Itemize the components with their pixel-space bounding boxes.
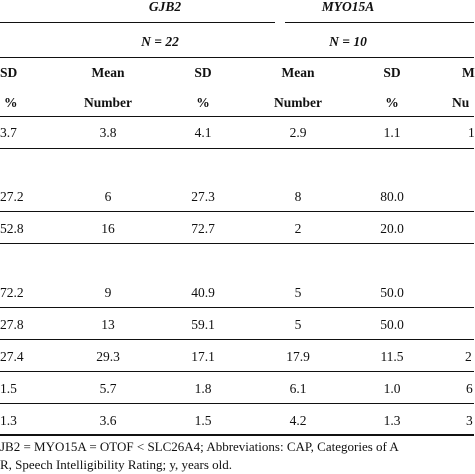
col-header-mean-2: Mean: [281, 65, 315, 80]
table-cell: 2: [294, 221, 302, 236]
col-header-mean-3: M: [462, 65, 475, 80]
col-header-sd-1: SD: [0, 65, 18, 80]
table-cell: 27.3: [191, 189, 215, 204]
row-divider: [0, 403, 474, 404]
section-divider: [0, 243, 474, 244]
table-cell: 1: [468, 125, 475, 140]
header-divider: [0, 57, 474, 58]
table-cell: 20.0: [380, 221, 404, 236]
column-header-divider: [0, 116, 474, 117]
table-cell: 50.0: [380, 317, 404, 332]
table-cell: 13: [101, 317, 115, 332]
table-footnote-line-1: JB2 = MYO15A = OTOF < SLC26A4; Abbreviations: CAP, Categories of A: [0, 439, 399, 454]
table-cell: 3.6: [99, 413, 117, 428]
table-cell: 2: [465, 349, 472, 364]
table-cell: 17.9: [286, 349, 310, 364]
row-divider: [0, 339, 474, 340]
table-cell: 29.3: [96, 349, 120, 364]
table-cell: 1.5: [0, 381, 17, 396]
col-header-sd-3: SD: [383, 65, 401, 80]
col-unit-number-3: Nu: [452, 95, 470, 110]
table-cell: 1.5: [194, 413, 212, 428]
table-cell: 1.0: [383, 381, 401, 396]
table-cell: 59.1: [191, 317, 215, 332]
table-cell: 1.8: [194, 381, 212, 396]
col-header-sd-2: SD: [194, 65, 212, 80]
row-divider: [0, 371, 474, 372]
table-cell: 5: [294, 317, 302, 332]
col-unit-percent-1: %: [4, 95, 18, 110]
table-cell: 6: [104, 189, 112, 204]
col-header-mean-1: Mean: [91, 65, 125, 80]
table-cell: 1.1: [383, 125, 401, 140]
table-cell: 72.7: [191, 221, 215, 236]
gjb2-group-underline: [0, 22, 275, 23]
table-cell: 3.8: [99, 125, 117, 140]
col-unit-number-2: Number: [274, 95, 322, 110]
table-cell: 6.1: [289, 381, 307, 396]
table-cell: 1.3: [383, 413, 401, 428]
table-cell: 11.5: [380, 349, 404, 364]
table-cell: 5: [294, 285, 302, 300]
row-divider: [0, 211, 474, 212]
table-cell: 5.7: [99, 381, 117, 396]
table-cell: 8: [294, 189, 302, 204]
table-cell: 3: [466, 413, 473, 428]
col-unit-percent-3: %: [385, 95, 399, 110]
group-title-myo15a: MYO15A: [321, 0, 375, 14]
table-cell: 17.1: [191, 349, 215, 364]
table-cell: 52.8: [0, 221, 24, 236]
table-cell: 40.9: [191, 285, 215, 300]
table-cell: 6: [466, 381, 473, 396]
table-cell: 27.2: [0, 189, 24, 204]
table-cell: 9: [104, 285, 112, 300]
col-unit-percent-2: %: [196, 95, 210, 110]
section-divider: [0, 148, 474, 149]
table-cell: 4.1: [194, 125, 212, 140]
row-divider: [0, 307, 474, 308]
table-cell: 4.2: [289, 413, 307, 428]
group-title-gjb2: GJB2: [148, 0, 182, 14]
table-cell: 2.9: [289, 125, 307, 140]
table-cell: 3.7: [0, 125, 17, 140]
table-cell: 72.2: [0, 285, 24, 300]
table-cell: 27.4: [0, 349, 24, 364]
gjb2-sample-size: N = 22: [141, 34, 179, 49]
table-cell: 50.0: [380, 285, 404, 300]
table-cell: 1.3: [0, 413, 17, 428]
table-bottom-rule: [0, 434, 474, 436]
myo15a-group-underline: [285, 22, 474, 23]
table-cell: 27.8: [0, 317, 24, 332]
table-footnote-line-2: R, Speech Intelligibility Rating; y, years old.: [0, 457, 233, 472]
table-cell: 16: [101, 221, 115, 236]
col-unit-number-1: Number: [84, 95, 132, 110]
myo15a-sample-size: N = 10: [329, 34, 367, 49]
table-cell: 80.0: [380, 189, 404, 204]
